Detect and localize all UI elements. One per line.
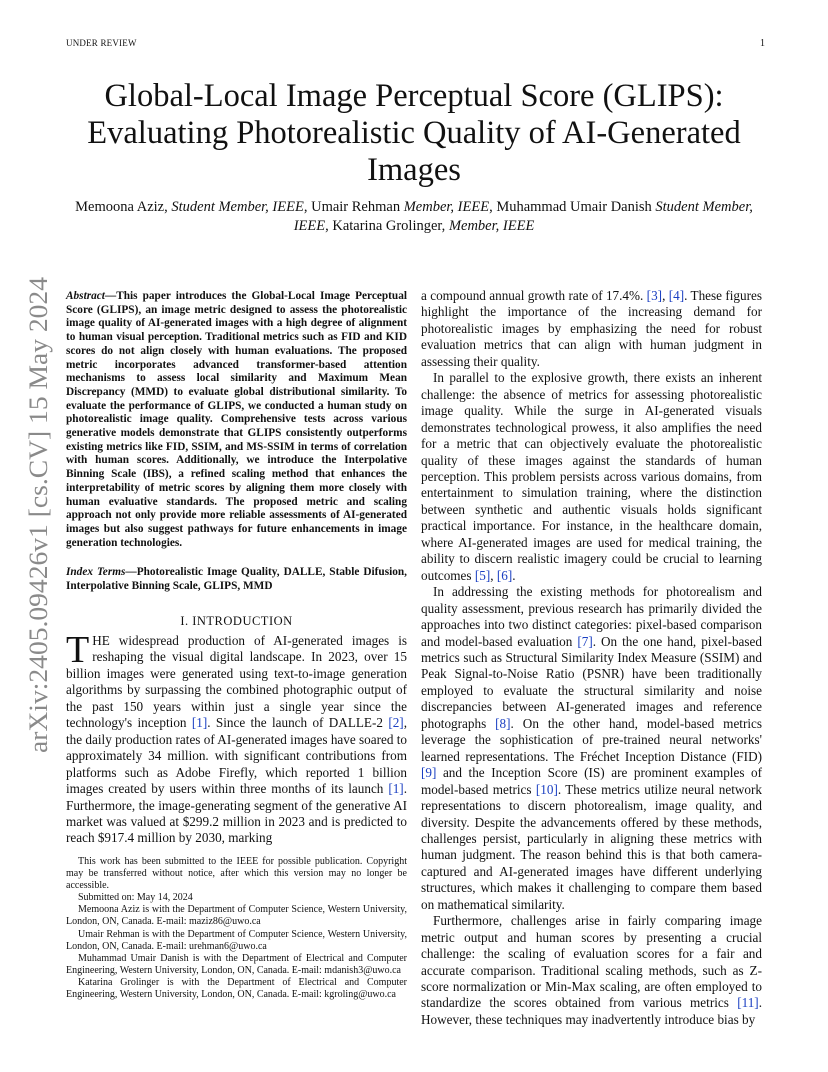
footnotes xyxy=(66,856,407,1001)
citation-link[interactable]: [1] xyxy=(388,781,404,797)
arxiv-stamp xyxy=(15,275,55,755)
footnote: Umair Rehman is with the Department of Computer Science, Western University, London, ON, Canada. E-mail: urehman6@uwo.ca xyxy=(66,928,407,952)
paragraph: In parallel to the explosive growth, there exists an inherent challenge: the absence of metrics for assessing photorealistic image quality. While the surge in AI-generated visuals demonstrates technological prowess, it also amplifies the need for a metric that can objectively evaluate the photorealistic quality of these images against the standards of human perception. This problem persists across various domains, from entertainment to simulation training, where the distinction between synthetic and authentic visuals holds significant practical importance. For instance, in the healthcare domain, where AI-generated images are used for medical training, the ability to discern realistic imagery could be crucial to learning outcomes [5], [6]. xyxy=(421,370,762,583)
footnote: Muhammad Umair Danish is with the Department of Electrical and Computer Engineering, Western University, London, ON, Canada. E-mail: mdanish3@uwo.ca xyxy=(66,952,407,976)
citation-link[interactable]: [1] xyxy=(191,715,208,731)
citation-link[interactable]: [4] xyxy=(668,288,685,303)
abstract xyxy=(66,290,407,550)
right-column-body xyxy=(421,288,762,1028)
index-terms xyxy=(66,566,407,593)
abstract-label: Abstract xyxy=(66,290,105,302)
citation-link[interactable]: [9] xyxy=(421,765,437,781)
running-header: UNDER REVIEW xyxy=(66,38,137,48)
index-terms-text: —Photorealistic Image Quality, DALLE, Stable Difusion, Interpolative Binning Scale, GLIPS, MMD xyxy=(66,566,407,592)
citation-link[interactable]: [10] xyxy=(535,781,558,797)
author-list: Memoona Aziz, Student Member, IEEE, Umair Rehman Member, IEEE, Muhammad Umair Danish Student Member, IEEE, Katarina Grolinger, Member, IEEE xyxy=(75,199,753,234)
abstract-text: —This paper introduces the Global-Local Image Perceptual Score (GLIPS), an image metric designed to assess the photorealistic image quality of AI-generated images with a high degree of alignment to human visual perception. Traditional metrics such as FID and KID scores do not align closely with human evaluations. The proposed metric incorporates advanced transformer-based attention mechanisms to assess local similarity and Maximum Mean Discrepancy (MMD) to evaluate global distributional similarity. To evaluate the performance of GLIPS, we conducted a human study on photorealistic image quality. Comprehensive tests across various generative models demonstrate that GLIPS consistently outperforms existing metrics like FID, SSIM, and MS-SSIM in terms of correlation with human scores. Additionally, we introduce the Interpolative Binning Scale (IBS), a refined scaling method that enhances the interpretability of metric scores by aligning them more closely with human evaluative standards. The proposed metric and scaling approach not only provide more reliable assessments of AI-generated images but also suggest pathways for future enhancements in image generation technologies. xyxy=(66,290,407,549)
paragraph: In addressing the existing methods for photorealism and quality assessment, previous research has primarily divided the approaches into two distinct categories: pixel-based comparison and model-based evaluation [7]. On the one hand, pixel-based metrics such as Structural Similarity Index Measure (SSIM) and Peak Signal-to-Noise Ratio (PSNR) have been traditionally employed to evaluate the structural similarity and noise discrepancies between AI-generated images and reference photographs [8]. On the other hand, model-based metrics leverage the sophistication of pre-trained neural networks' learned representations. The Fréchet Inception Distance (FID) [9] and the Inception Score (IS) are prominent examples of model-based metrics [10]. These metrics utilize neural network representations to discern photorealism, image quality, and diversity. Despite the advancements offered by these methods, challenges persist, particularly in aligning these metrics with human judgment. The reason behind this is that both camera-captured and AI-generated images have different underlying structures, which makes it challenging to compare them based on mathematical similarity. xyxy=(421,584,763,912)
section-heading-introduction: I. INTRODUCTION xyxy=(180,614,293,628)
arxiv-id: arXiv:2405.09426v1 [cs.CV] 15 May 2024 xyxy=(24,303,53,753)
intro-paragraph: THE widespread production of AI-generated images is reshaping the visual digital landscape. In 2023, over 15 billion images were generated using text-to-image generation algorithms by surpassing the combined photographic output of the past 150 years within just a single year since the technology's inception [1]. Since the launch of DALLE-2 [2], the daily production rates of AI-generated images have soared to approximately 34 million. with significant contributions from platforms such as Adobe Firefly, which reported 1 billion images created by users within three months of its launch [1]. Furthermore, the image-generating segment of the generative AI market was valued at $299.2 million in 2023 and is predicted to reach $917.4 million by 2030, marking xyxy=(66,629,407,846)
citation-link[interactable]: [8] xyxy=(495,715,511,731)
citation-link[interactable]: [11] xyxy=(737,995,759,1011)
index-terms-label: Index Terms xyxy=(66,566,126,578)
footnote: Submitted on: May 14, 2024 xyxy=(78,892,193,904)
citation-link[interactable]: [3] xyxy=(646,288,663,303)
paragraph: Furthermore, challenges arise in fairly comparing image metric output and human scores by presenting a crucial challenge: the scaling of evaluation scores for a fair and accurate comparison. Traditional scaling methods, such as Z-score normalization or Min-Max scaling, are often employed to standardize the scores obtained from various metrics [11]. However, these techniques may inadvertently introduce bias by xyxy=(421,913,762,1027)
footnote: Katarina Grolinger is with the Department of Electrical and Computer Engineering, Western University, London, ON, Canada. E-mail: kgroling@uwo.ca xyxy=(66,976,407,1001)
citation-link[interactable]: [7] xyxy=(577,633,593,649)
paper-title: Global-Local Image Perceptual Score (GLIPS): Evaluating Photorealistic Quality of AI-Generated Images xyxy=(87,78,741,188)
footnote: Memoona Aziz is with the Department of Computer Science, Western University, London, ON, Canada. E-mail: maziz86@uwo.ca xyxy=(66,904,407,928)
citation-link[interactable]: [6] xyxy=(496,567,513,583)
citation-link[interactable]: [2] xyxy=(388,715,404,731)
page-number: 1 xyxy=(760,38,765,49)
drop-cap: T xyxy=(66,629,90,671)
citation-link[interactable]: [5] xyxy=(474,567,491,583)
paragraph: a compound annual growth rate of 17.4%. [3], [4]. These figures highlight the importance of the increasing demand for photorealistic images by emphasizing the need for robust evaluation metrics that can align with human judgment in assessing their quality. xyxy=(421,288,762,369)
footnote: This work has been submitted to the IEEE for possible publication. Copyright may be transferred without notice, after which this version may no longer be accessible. xyxy=(66,856,407,892)
